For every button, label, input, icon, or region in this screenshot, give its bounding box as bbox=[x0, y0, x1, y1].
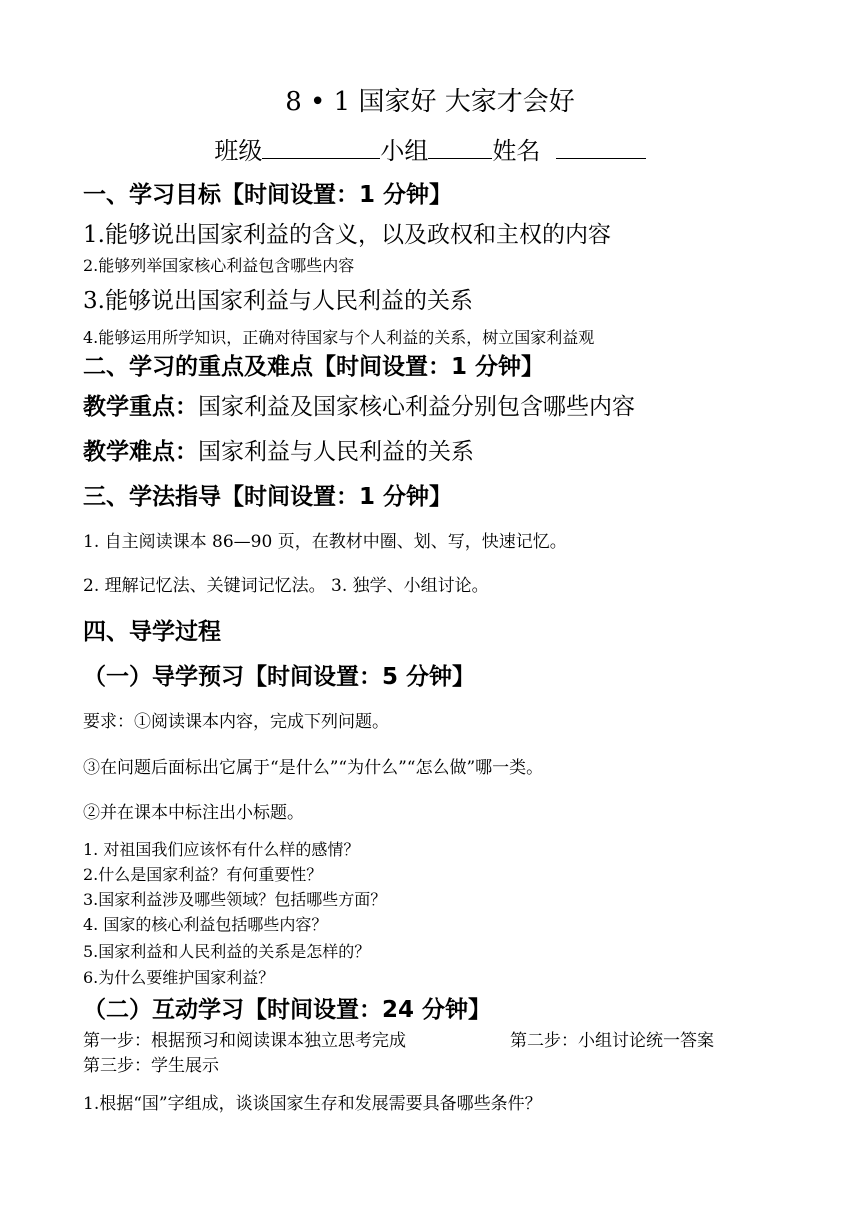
name-blank bbox=[556, 136, 646, 159]
class-label: 班级 bbox=[214, 137, 263, 165]
page-title: 8 • 1 国家好 大家才会好 bbox=[285, 87, 575, 117]
difficult-point-line bbox=[83, 439, 474, 465]
requirement-line: ②并在课本中标注出小标题。 bbox=[83, 803, 304, 823]
method-item: 2. 理解记忆法、关键词记忆法。 3. 独学、小组讨论。 bbox=[83, 576, 489, 596]
difficult-point-label: 教学难点： bbox=[83, 439, 198, 465]
step3-text: 第三步：学生展示 bbox=[83, 1056, 219, 1076]
part1-heading: （一）导学预习【时间设置：5 分钟】 bbox=[83, 664, 476, 690]
student-info-line bbox=[0, 136, 860, 166]
preview-question: 5.国家利益和人民利益的关系是怎样的？ bbox=[83, 942, 371, 961]
key-point-line bbox=[83, 394, 635, 420]
interactive-question: 1.根据“国”字组成，谈谈国家生存和发展需要具备哪些条件？ bbox=[83, 1094, 542, 1114]
key-point-text: 国家利益及国家核心利益分别包含哪些内容 bbox=[198, 394, 635, 420]
objective-item: 2.能够列举国家核心利益包含哪些内容 bbox=[83, 256, 355, 275]
step1-text: 第一步：根据预习和阅读课本独立思考完成 bbox=[83, 1031, 406, 1051]
requirement-line: 要求：①阅读课本内容，完成下列问题。 bbox=[83, 712, 389, 732]
preview-question: 4. 国家的核心利益包括哪些内容？ bbox=[83, 915, 328, 934]
objective-item: 4.能够运用所学知识，正确对待国家与个人利益的关系，树立国家利益观 bbox=[83, 328, 595, 347]
key-point-label: 教学重点： bbox=[83, 394, 198, 420]
preview-question: 1. 对祖国我们应该怀有什么样的感情？ bbox=[83, 840, 360, 859]
objective-item: 3.能够说出国家利益与人民利益的关系 bbox=[83, 288, 473, 314]
section1-heading: 一、学习目标【时间设置：1 分钟】 bbox=[83, 182, 453, 208]
method-item: 1. 自主阅读课本 86—90 页，在教材中圈、划、写，快速记忆。 bbox=[83, 532, 567, 552]
group-label: 小组 bbox=[380, 137, 429, 165]
preview-question: 3.国家利益涉及哪些领域？包括哪些方面？ bbox=[83, 890, 387, 909]
preview-question: 2.什么是国家利益？有何重要性？ bbox=[83, 865, 323, 884]
difficult-point-text: 国家利益与人民利益的关系 bbox=[198, 439, 474, 465]
preview-question: 6.为什么要维护国家利益？ bbox=[83, 968, 275, 987]
name-label: 姓名 bbox=[492, 137, 541, 165]
group-blank bbox=[428, 136, 492, 159]
section3-heading: 三、学法指导【时间设置：1 分钟】 bbox=[83, 484, 453, 510]
section4-heading: 四、导学过程 bbox=[83, 619, 221, 645]
class-blank bbox=[262, 136, 380, 159]
step2-text: 第二步：小组讨论统一答案 bbox=[510, 1031, 714, 1051]
part2-heading: （二）互动学习【时间设置：24 分钟】 bbox=[83, 997, 492, 1023]
objective-item: 1.能够说出国家利益的含义，以及政权和主权的内容 bbox=[83, 222, 611, 248]
requirement-line: ③在问题后面标出它属于“是什么”“为什么”“怎么做”哪一类。 bbox=[83, 758, 544, 778]
section2-heading: 二、学习的重点及难点【时间设置：1 分钟】 bbox=[83, 354, 545, 380]
